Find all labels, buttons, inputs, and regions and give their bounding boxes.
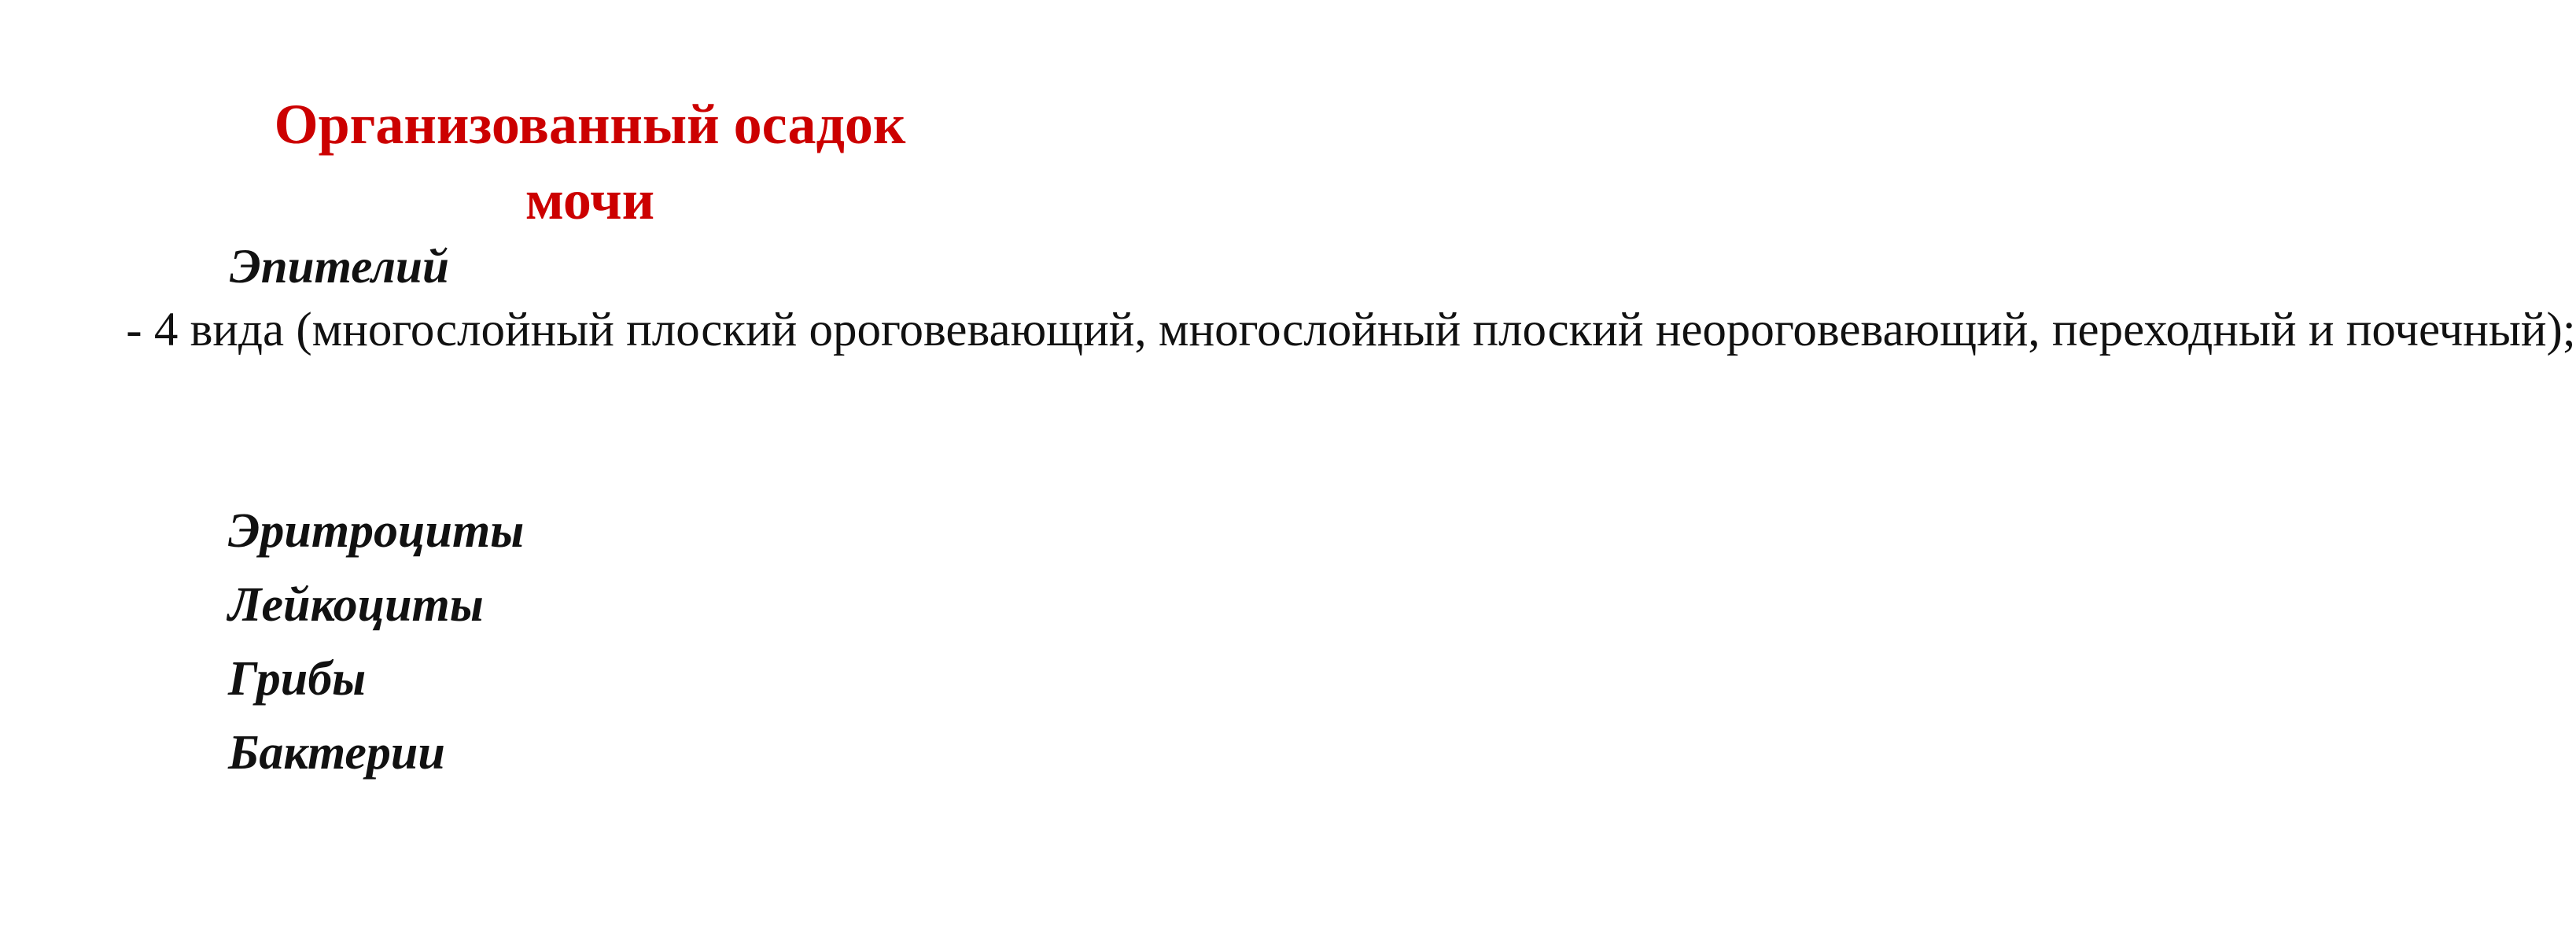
epithelium-description: - 4 вида (многослойный плоский ороговевающий, многослойный плоский неороговевающий, переходный и почечный); xyxy=(114,304,2576,356)
epithelium-paragraph xyxy=(114,236,2576,362)
epithelium-term: Эпителий xyxy=(230,241,449,293)
list-item-erythrocytes: Эритроциты xyxy=(228,504,525,558)
sediment-list xyxy=(228,494,524,790)
slide-title xyxy=(236,87,944,238)
title-line-1: Организованный осадок xyxy=(274,93,906,156)
title-line-2: мочи xyxy=(525,168,655,231)
list-item-fungi: Грибы xyxy=(228,652,367,706)
list-item-bacteria: Бактерии xyxy=(228,726,445,780)
list-item-leukocytes: Лейкоциты xyxy=(228,578,484,632)
